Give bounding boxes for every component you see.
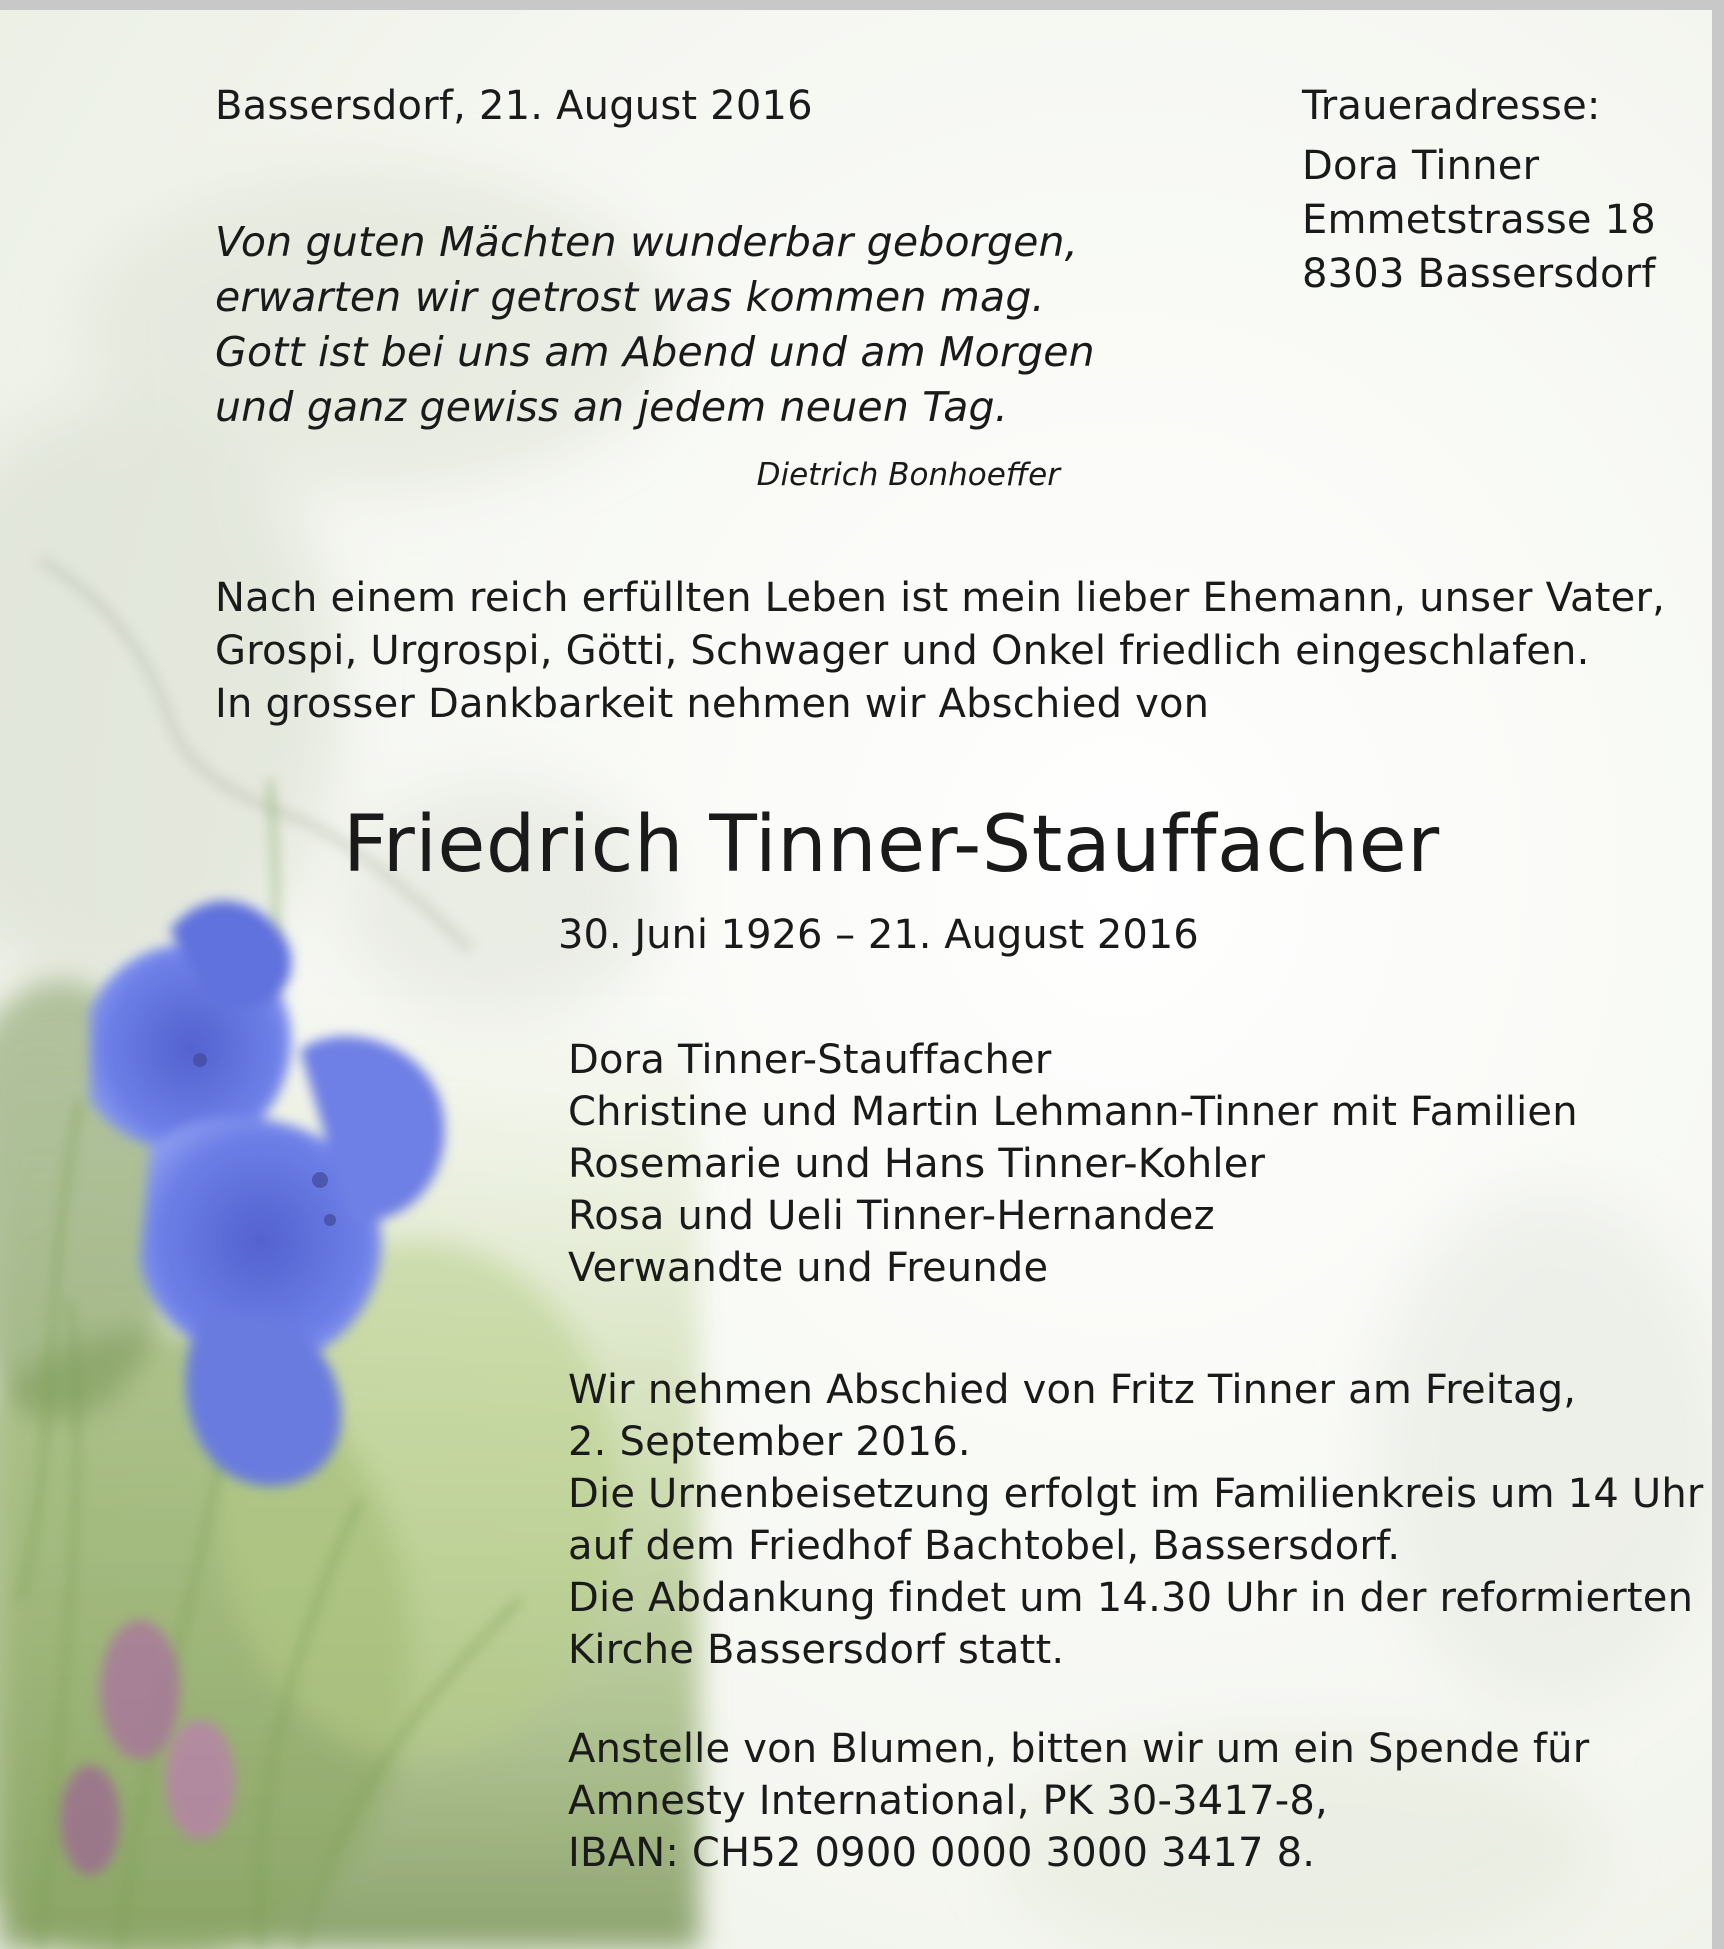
quote-line: erwarten wir getrost was kommen mag. [215, 273, 1045, 321]
mourner-line: Rosemarie und Hans Tinner-Kohler [568, 1141, 1266, 1187]
mourner-line: Rosa und Ueli Tinner-Hernandez [568, 1193, 1215, 1239]
deceased-name: Friedrich Tinner-Stauffacher [343, 800, 1440, 890]
quote-line: Gott ist bei uns am Abend und am Morgen [215, 328, 1095, 376]
address-line: 8303 Bassersdorf [1302, 251, 1656, 297]
address-line: Emmetstrasse 18 [1302, 197, 1656, 243]
ceremony-line: Kirche Bassersdorf statt. [568, 1627, 1065, 1673]
ceremony-line: auf dem Friedhof Bachtobel, Bassersdorf. [568, 1523, 1401, 1569]
mourners-list [568, 1037, 1578, 1291]
ceremony-line: Die Urnenbeisetzung erfolgt im Familienkreis um 14 Uhr [568, 1471, 1704, 1517]
ceremony-details [568, 1367, 1704, 1673]
intro-paragraph [215, 575, 1666, 727]
quote-verse [215, 218, 1095, 431]
mourner-line: Dora Tinner-Stauffacher [568, 1037, 1052, 1083]
intro-line: Grospi, Urgrospi, Götti, Schwager und Onkel friedlich eingeschlafen. [215, 628, 1590, 674]
quote-line: Von guten Mächten wunderbar geborgen, [215, 218, 1078, 266]
quote-line: und ganz gewiss an jedem neuen Tag. [215, 383, 1008, 431]
donation-request [568, 1726, 1590, 1876]
donation-line: Anstelle von Blumen, bitten wir um ein Spende für [568, 1726, 1590, 1772]
place-date: Bassersdorf, 21. August 2016 [215, 83, 813, 129]
ceremony-line: 2. September 2016. [568, 1419, 971, 1465]
intro-line: In grosser Dankbarkeit nehmen wir Abschied von [215, 681, 1210, 727]
mourning-address [1302, 83, 1656, 297]
ceremony-line: Die Abdankung findet um 14.30 Uhr in der reformierten [568, 1575, 1694, 1621]
mourner-line: Verwandte und Freunde [568, 1245, 1049, 1291]
address-label: Traueradresse: [1302, 83, 1601, 129]
quote-author: Dietrich Bonhoeffer [756, 457, 1060, 493]
mourner-line: Christine und Martin Lehmann-Tinner mit Familien [568, 1089, 1578, 1135]
ceremony-line: Wir nehmen Abschied von Fritz Tinner am Freitag, [568, 1367, 1577, 1413]
address-line: Dora Tinner [1302, 143, 1540, 189]
intro-line: Nach einem reich erfüllten Leben ist mein lieber Ehemann, unser Vater, [215, 575, 1666, 621]
life-dates: 30. Juni 1926 – 21. August 2016 [558, 912, 1199, 958]
donation-line: IBAN: CH52 0900 0000 3000 3417 8. [568, 1830, 1316, 1876]
donation-line: Amnesty International, PK 30-3417-8, [568, 1778, 1328, 1824]
